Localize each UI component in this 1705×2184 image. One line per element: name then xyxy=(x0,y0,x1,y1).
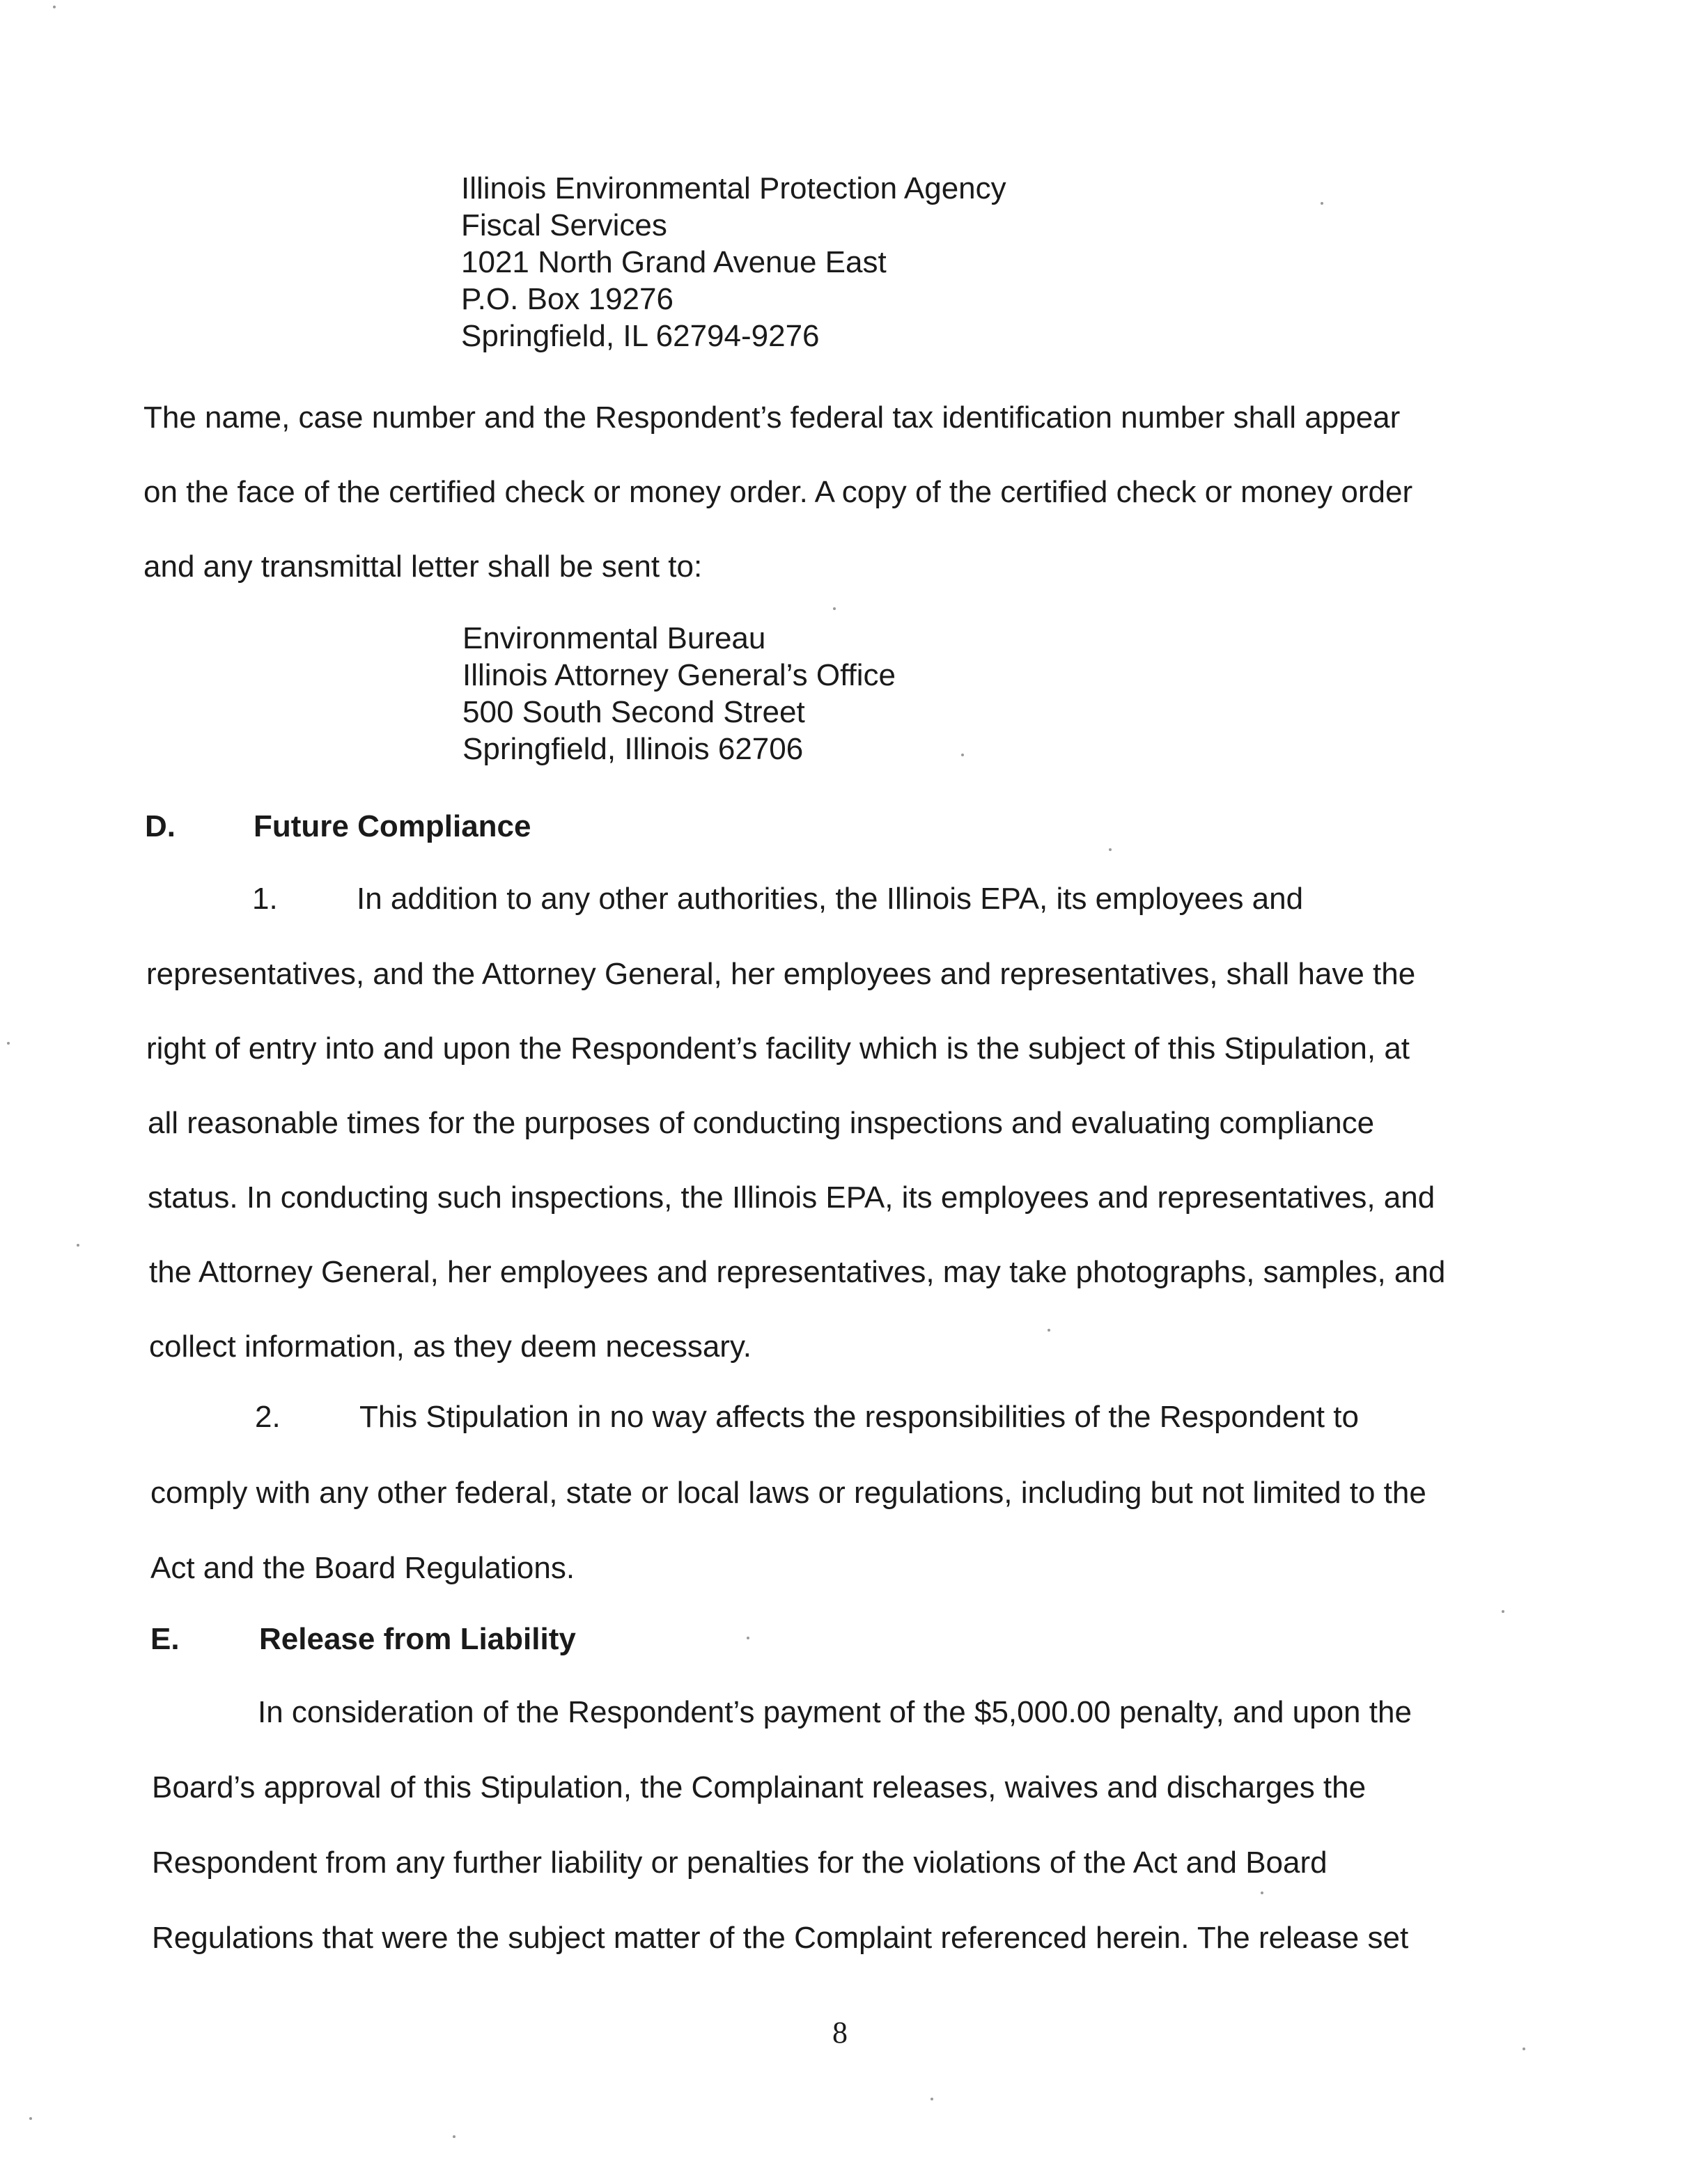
scan-speck xyxy=(29,2117,32,2120)
body-text-line: on the face of the certified check or money order. A copy of the certified check or money order xyxy=(143,475,1413,509)
section-title: Release from Liability xyxy=(259,1622,576,1656)
scan-speck xyxy=(1321,202,1323,205)
address-line: Illinois Attorney General’s Office xyxy=(462,658,896,692)
body-text-line: Regulations that were the subject matter of the Complaint referenced herein. The release set xyxy=(152,1921,1409,1955)
address-line: 1021 North Grand Avenue East xyxy=(461,245,887,279)
body-text-line: The name, case number and the Respondent’s federal tax identification number shall appear xyxy=(143,400,1401,435)
paragraph-text: This Stipulation in no way affects the responsibilities of the Respondent to xyxy=(359,1400,1359,1434)
scan-speck xyxy=(961,754,964,756)
address-line: Springfield, IL 62794-9276 xyxy=(461,319,820,353)
body-text-line: status. In conducting such inspections, the Illinois EPA, its employees and representatives, and xyxy=(148,1180,1435,1215)
address-line: Fiscal Services xyxy=(461,208,667,242)
scan-speck xyxy=(53,6,56,8)
scan-speck xyxy=(453,2135,456,2138)
body-text-line: collect information, as they deem necessary. xyxy=(149,1329,752,1364)
section-letter: D. xyxy=(145,809,176,843)
scan-speck xyxy=(1502,1610,1504,1613)
payment-address-block xyxy=(461,170,1006,354)
scan-speck xyxy=(1048,1329,1050,1332)
body-text-line: In consideration of the Respondent’s payment of the $5,000.00 penalty, and upon the xyxy=(258,1695,1412,1729)
body-text-line: the Attorney General, her employees and representatives, may take photographs, samples, and xyxy=(149,1255,1446,1289)
paragraph-number: 1. xyxy=(252,882,278,916)
section-title: Future Compliance xyxy=(254,809,531,843)
body-text-line: Board’s approval of this Stipulation, the Complainant releases, waives and discharges the xyxy=(152,1770,1367,1804)
address-line: P.O. Box 19276 xyxy=(461,282,674,316)
address-line: Springfield, Illinois 62706 xyxy=(462,732,804,766)
body-text-line: and any transmittal letter shall be sent to: xyxy=(143,549,703,584)
scan-speck xyxy=(7,1042,10,1045)
scan-speck xyxy=(77,1244,79,1247)
body-text-line xyxy=(255,1398,1359,1436)
scan-speck xyxy=(747,1637,749,1639)
paragraph-number: 2. xyxy=(255,1400,281,1434)
address-line: Environmental Bureau xyxy=(462,621,766,655)
address-line: 500 South Second Street xyxy=(462,695,805,729)
section-heading-d xyxy=(145,808,531,845)
body-text-line: Act and the Board Regulations. xyxy=(150,1551,575,1585)
body-text-line: representatives, and the Attorney General, her employees and representatives, shall have the xyxy=(146,957,1416,991)
body-text-line xyxy=(252,880,1303,918)
body-text-line: Respondent from any further liability or penalties for the violations of the Act and Board xyxy=(152,1846,1328,1880)
scan-speck xyxy=(833,607,836,610)
address-line: Illinois Environmental Protection Agency xyxy=(461,171,1006,205)
scan-speck xyxy=(1523,2048,1525,2050)
section-letter: E. xyxy=(150,1622,180,1656)
body-text-line: all reasonable times for the purposes of conducting inspections and evaluating compliance xyxy=(148,1106,1375,1140)
body-text-line: comply with any other federal, state or local laws or regulations, including but not limited to the xyxy=(150,1476,1426,1510)
scan-speck xyxy=(1109,848,1112,851)
paragraph-text: In addition to any other authorities, the Illinois EPA, its employees and xyxy=(357,882,1304,916)
scan-speck xyxy=(1261,1892,1263,1894)
scan-speck xyxy=(931,2098,933,2100)
section-heading-e xyxy=(150,1621,576,1658)
body-text-line: right of entry into and upon the Respondent’s facility which is the subject of this Stipulation, at xyxy=(146,1031,1410,1066)
page-number: 8 xyxy=(832,2015,848,2050)
copy-address-block xyxy=(462,620,896,767)
